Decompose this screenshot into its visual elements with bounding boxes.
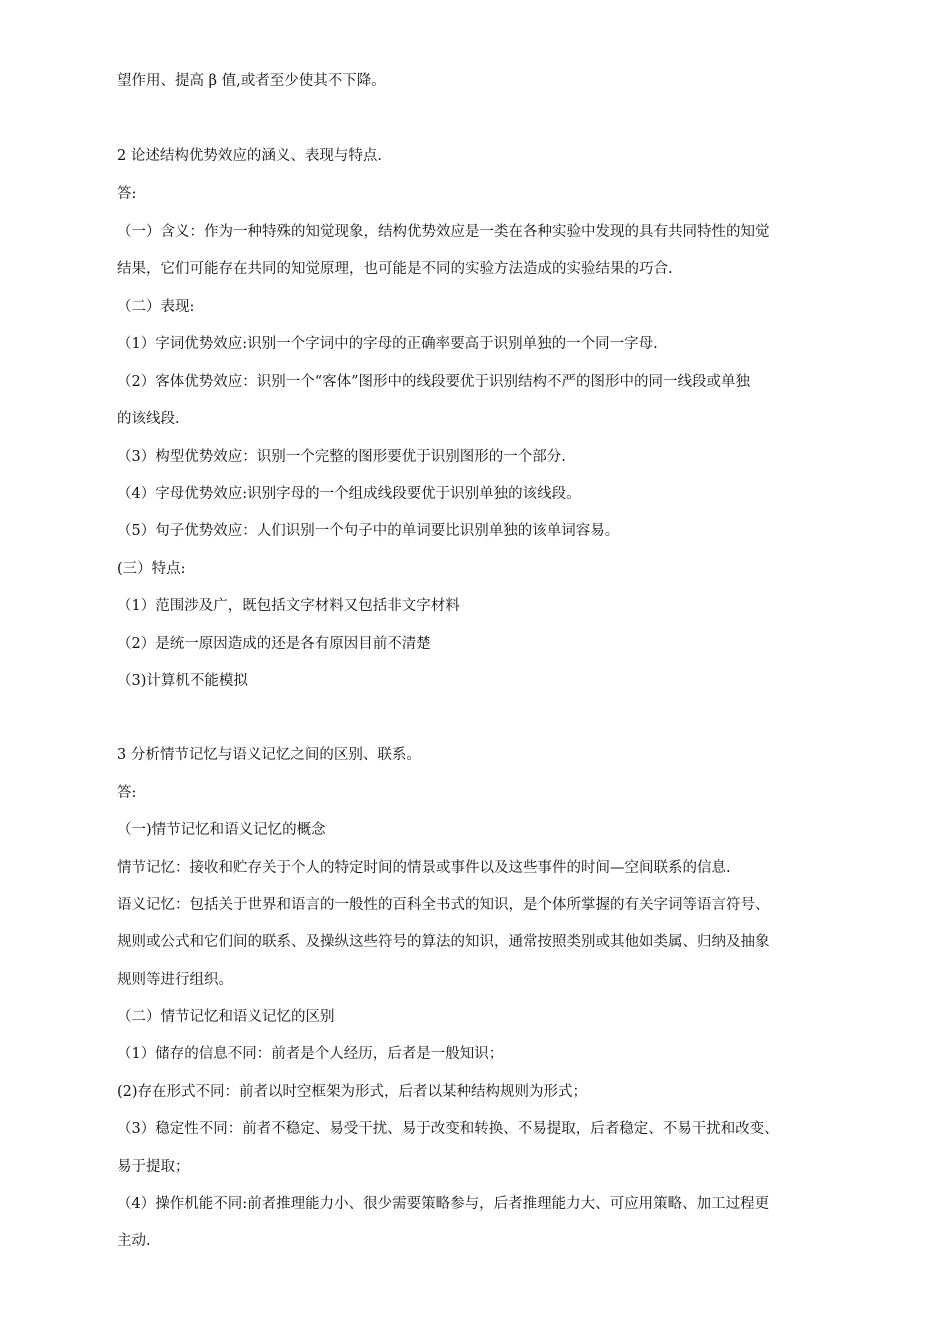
text-line: （5）句子优势效应：人们识别一个句子中的单词要比识别单独的该单词容易。 <box>117 523 620 539</box>
text-line: （3）构型优势效应：识别一个完整的图形要优于识别图形的一个部分. <box>117 449 566 465</box>
answer-label: 答: <box>117 186 137 202</box>
text-line: （二）情节记忆和语义记忆的区别 <box>117 1009 335 1025</box>
text-line: 规则或公式和它们间的联系、及操纵这些符号的算法的知识，通常按照类别或其他如类属、归纳及抽象 <box>117 934 770 950</box>
text-line: 望作用、提高 β 值,或者至少使其不下降。 <box>117 73 386 89</box>
text-line: （一）含义：作为一种特殊的知觉现象，结构优势效应是一类在各种实验中发现的具有共同特性的知觉 <box>117 224 770 240</box>
text-line: （1）储存的信息不同：前者是个人经历，后者是一般知识； <box>117 1046 504 1062</box>
text-line: （2）客体优势效应：识别一个“客体”图形中的线段要优于识别结构不严的图形中的同一线段或单独 <box>117 374 751 390</box>
text-line: (2)存在形式不同：前者以时空框架为形式，后者以某种结构规则为形式； <box>117 1084 588 1100</box>
text-line: （3）稳定性不同：前者不稳定、易受干扰、易于改变和转换、不易提取，后者稳定、不易干扰和改变、 <box>117 1121 779 1137</box>
text-line: （2）是统一原因造成的还是各有原因目前不清楚 <box>117 636 431 652</box>
text-line: （1）字词优势效应:识别一个字词中的字母的正确率要高于识别单独的一个同一字母. <box>117 336 658 352</box>
text-line: 语义记忆：包括关于世界和语言的一般性的百科全书式的知识，是个体所掌握的有关字词等语言符号、 <box>117 897 770 913</box>
text-line: （一)情节记忆和语义记忆的概念 <box>117 822 326 838</box>
text-line: （4）操作机能不同:前者推理能力小、很少需要策略参与，后者推理能力大、可应用策略、加工过程更 <box>117 1196 770 1212</box>
text-line: 情节记忆：接收和贮存关于个人的特定时间的情景或事件以及这些事件的时间—空间联系的信息. <box>117 860 731 876</box>
text-line: （二）表现: <box>117 299 195 315</box>
text-line: 易于提取； <box>117 1159 190 1175</box>
question-3-heading: 3 分析情节记忆与语义记忆之间的区别、联系。 <box>117 747 421 763</box>
question-2-heading: 2 论述结构优势效应的涵义、表现与特点. <box>117 148 382 164</box>
text-line: （3)计算机不能模拟 <box>117 673 248 689</box>
text-line: (三）特点: <box>117 561 186 577</box>
text-line: （1）范围涉及广，既包括文字材料又包括非文字材料 <box>117 598 460 614</box>
text-line: 结果，它们可能存在共同的知觉原理，也可能是不同的实验方法造成的实验结果的巧合. <box>117 261 673 277</box>
text-line: 的该线段. <box>117 411 180 427</box>
text-line: 规则等进行组织。 <box>117 972 233 988</box>
answer-label: 答: <box>117 785 137 801</box>
text-line: （4）字母优势效应:识别字母的一个组成线段要优于识别单独的该线段。 <box>117 486 581 502</box>
text-line: 主动. <box>117 1233 151 1249</box>
